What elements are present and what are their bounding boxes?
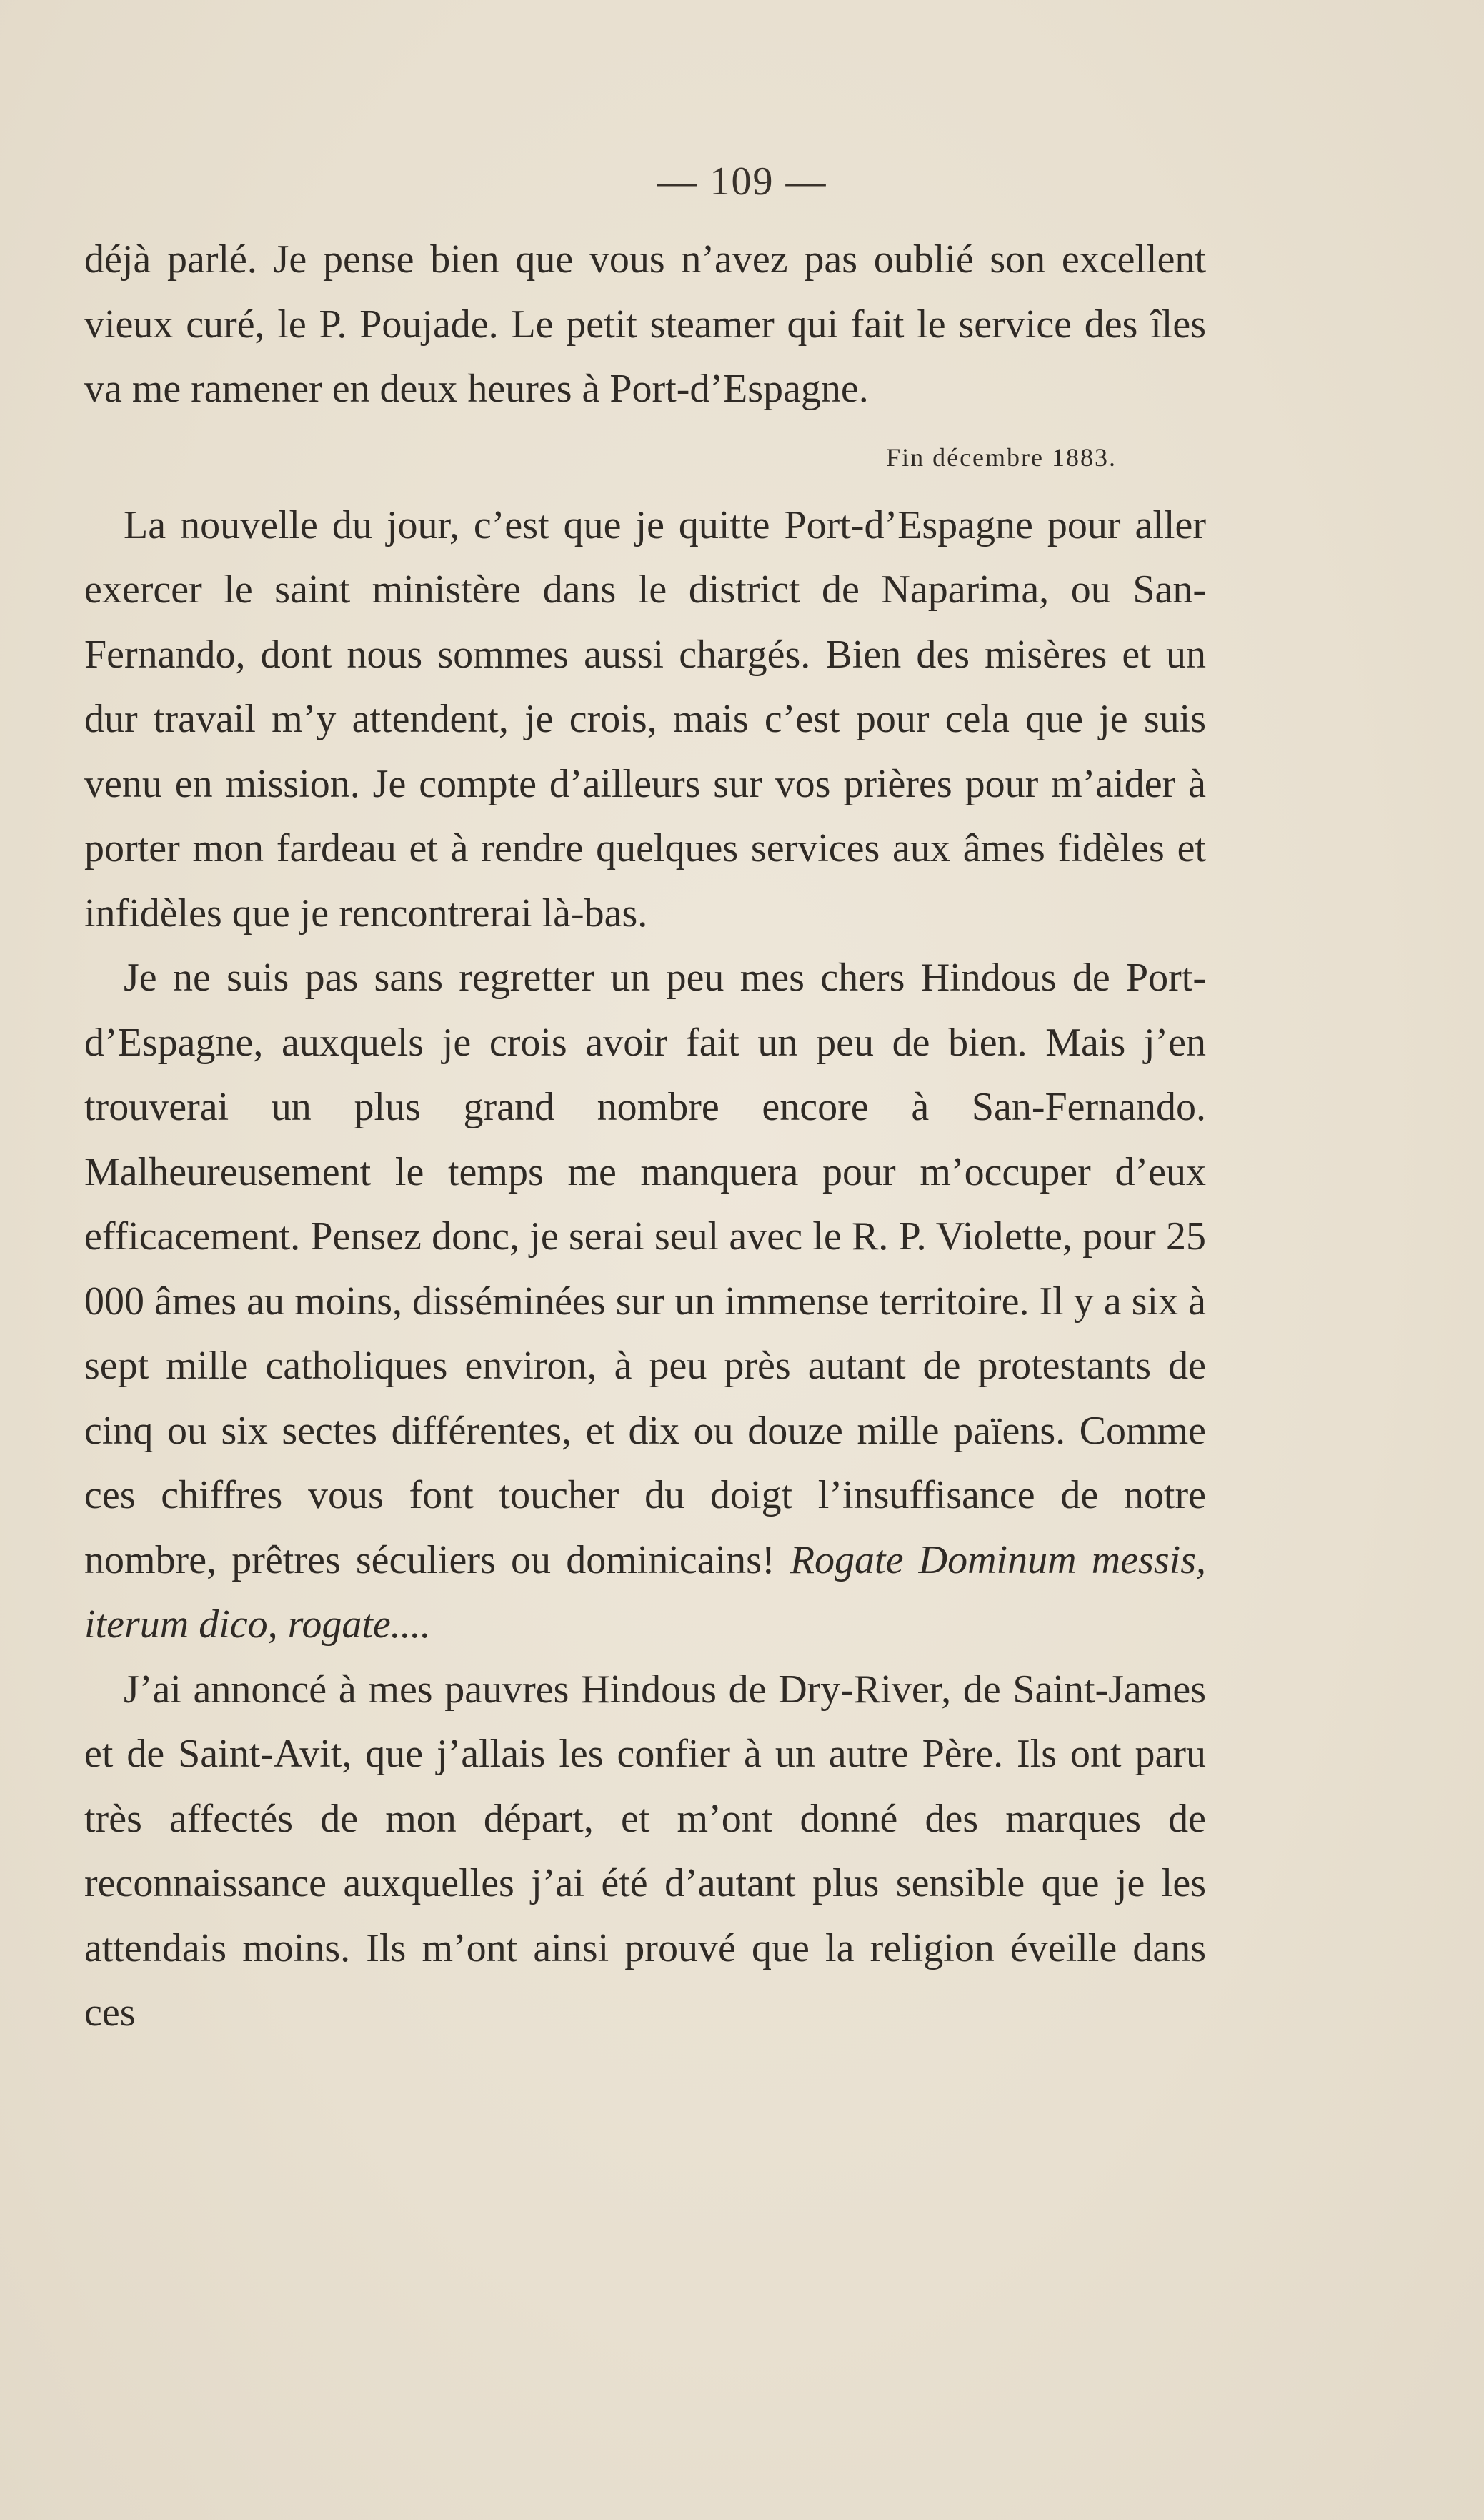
paragraph-hindous-text: Je ne suis pas sans regretter un peu mes chers Hindous de Port-d’Espagne, auxquels je crois avoir fait un peu de bien. Mais j’en trouverai un plus grand nombre encore à San-Fernando. Malheureusement le temps me manquera pour m’occuper d’eux efficacement. Pensez donc, je serai seul avec le R. P. Violette, pour 25 000 âmes au moins, disséminées sur un immense territoire. Il y a six à sept mille catholiques environ, à peu près autant de protestants de cinq ou six sectes différentes, et dix ou douze mille païens. Comme ces chiffres vous font toucher du doigt l’insuffisance de notre nombre, prêtres séculiers ou dominicains! xyxy=(84,956,1206,1582)
paragraph-hindous xyxy=(84,946,1206,1657)
paragraph-continuation: déjà parlé. Je pense bien que vous n’avez pas oublié son excellent vieux curé, le P. Poujade. Le petit steamer qui fait le service des îles va me ramener en deux heures à Port-d’Espagne. xyxy=(84,237,1206,411)
paragraph-farewell: J’ai annoncé à mes pauvres Hindous de Dry-River, de Saint-James et de Saint-Avit, que j’allais les confier à un autre Père. Ils ont paru très affectés de mon départ, et m’ont donné des marques de reconnaissance auxquelles j’ai été d’autant plus sensible que je les attendais moins. Ils m’ont ainsi prouvé que la religion éveille dans ces xyxy=(84,1667,1206,2035)
paragraph-new-district: La nouvelle du jour, c’est que je quitte Port-d’Espagne pour aller exercer le saint ministère dans le district de Naparima, ou San-Fernando, dont nous sommes aussi chargés. Bien des misères et un dur travail m’y attendent, je crois, mais c’est pour cela que je suis venu en mission. Je compte d’ailleurs sur vos prières pour m’aider à porter mon fardeau et à rendre quelques services aux âmes fidèles et infidèles que je rencontrerai là-bas. xyxy=(84,502,1206,936)
page-number: — 109 — xyxy=(657,159,827,204)
body-text xyxy=(84,227,1206,2045)
dateline: Fin décembre 1883. xyxy=(886,442,1117,472)
latin-quote: Rogate Dominum messis, iterum dico, rogate.... xyxy=(84,1537,1206,1647)
